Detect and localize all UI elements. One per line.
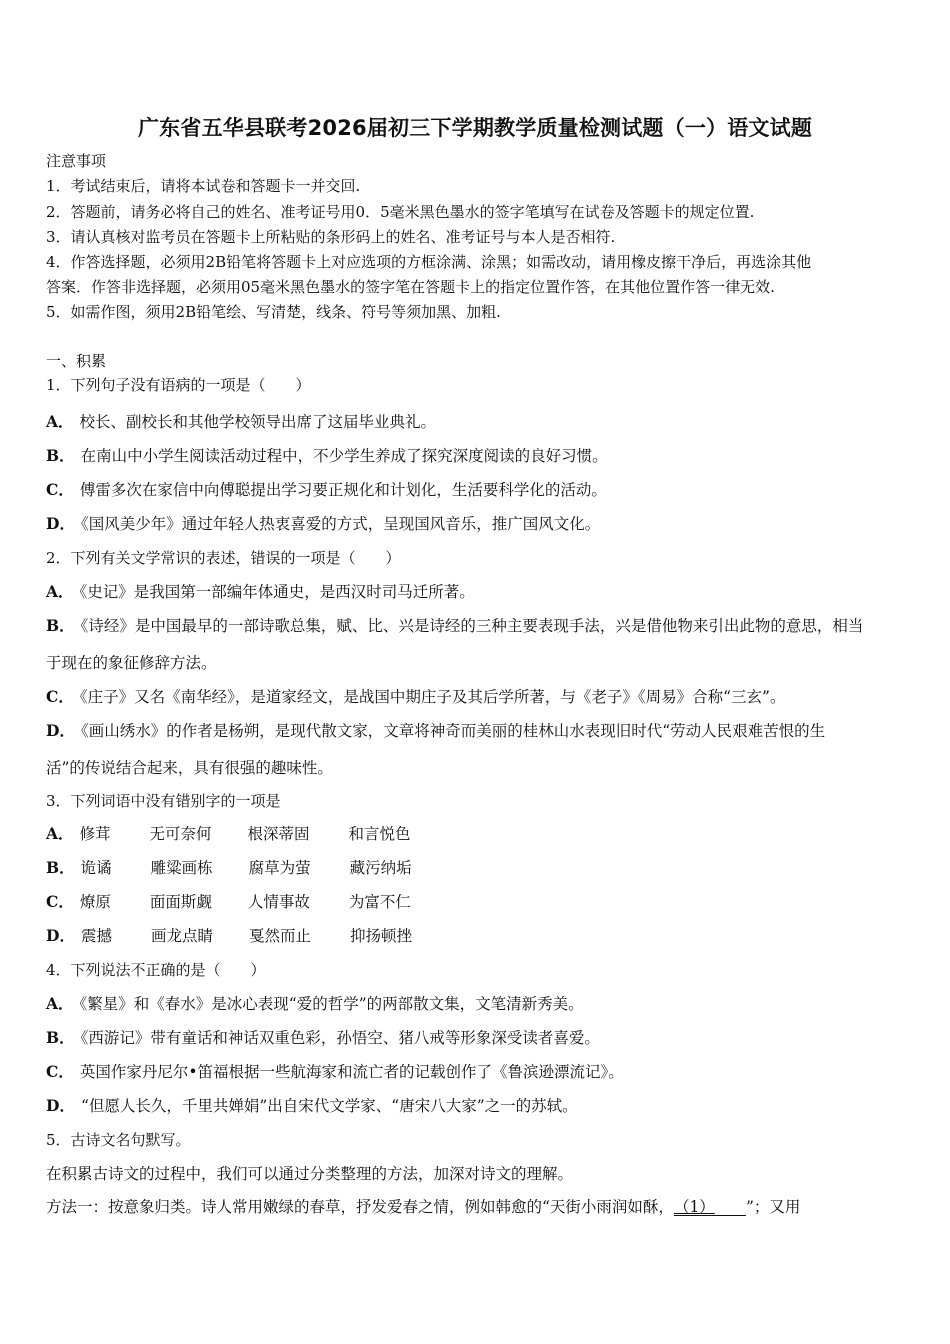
- question-2-option-c: [46, 688, 785, 706]
- option-word: 为富不仁: [348, 893, 411, 911]
- question-4-option-b: [46, 1029, 600, 1047]
- option-word: 和言悦色: [348, 825, 411, 843]
- option-label: A．: [46, 412, 74, 431]
- question-5-method-1: [46, 1198, 800, 1216]
- question-3-stem: 3．下列词语中没有错别字的一项是: [46, 792, 281, 810]
- option-label: A．: [46, 582, 74, 601]
- option-word: 修茸: [79, 825, 111, 843]
- question-2-option-b-cont: 于现在的象征修辞方法。: [46, 654, 217, 672]
- option-text: 《画山绣水》的作者是杨朔，是现代散文家，文章将神奇而美丽的桂林山水表现旧时代“劳动人民艰难苦恨的生: [80, 722, 826, 740]
- notice-item-4: 4．作答选择题，必须用2B铅笔将答题卡上对应选项的方框涂满、涂黑；如需改动，请用橡皮擦干净后，再选涂其他: [46, 253, 812, 271]
- option-label: D．: [46, 926, 75, 945]
- option-text: 《国风美少年》通过年轻人热衷喜爱的方式，呈现国风音乐，推广国风文化。: [80, 515, 601, 533]
- option-word: 藏污纳垢: [349, 859, 412, 877]
- question-1-option-a: [46, 413, 436, 431]
- option-label: B．: [46, 616, 75, 635]
- option-label: B．: [46, 858, 75, 877]
- option-label: B．: [46, 1028, 75, 1047]
- option-label: D．: [46, 721, 75, 740]
- method-text: 方法一：按意象归类。诗人常用嫩绿的春草，抒发爱春之情，例如韩愈的“天街小雨润如酥，: [46, 1198, 674, 1216]
- answer-blank-1[interactable]: [674, 1200, 746, 1216]
- option-label: B．: [46, 446, 75, 465]
- option-word: 画龙点睛: [150, 927, 213, 945]
- method-tail: ”；又用: [745, 1198, 801, 1216]
- option-label: D．: [46, 1096, 75, 1115]
- option-text: 英国作家丹尼尔•笛福根据一些航海家和流亡者的记载创作了《鲁滨逊漂流记》。: [79, 1063, 624, 1081]
- option-word: 面面斯觑: [149, 893, 212, 911]
- question-3-option-d: [46, 927, 412, 945]
- option-text: 在南山中小学生阅读活动过程中，不少学生养成了探究深度阅读的良好习惯。: [80, 447, 608, 465]
- option-text: 《诗经》是中国最早的一部诗歌总集，赋、比、兴是诗经的三种主要表现手法，兴是借他物来引出此物的意思，相当: [80, 617, 864, 635]
- option-text: 校长、副校长和其他学校领导出席了这届毕业典礼。: [79, 413, 437, 431]
- option-word: 抑扬顿挫: [349, 927, 412, 945]
- option-word: 戛然而止: [248, 927, 311, 945]
- blank-number: （1）: [673, 1198, 715, 1216]
- option-word: 诡谲: [80, 859, 112, 877]
- option-label: C．: [46, 480, 74, 499]
- option-word: 雕粱画栋: [150, 859, 213, 877]
- option-word: 人情事故: [247, 893, 310, 911]
- option-word: 根深蒂固: [247, 825, 310, 843]
- option-word: 震撼: [80, 927, 112, 945]
- section-heading: 一、积累: [46, 352, 107, 370]
- option-text: 《史记》是我国第一部编年体通史，是西汉时司马迁所著。: [79, 583, 475, 601]
- notice-item-5: 5．如需作图，须用2B铅笔绘、写清楚，线条、符号等须加黑、加粗.: [46, 303, 501, 321]
- question-2-option-a: [46, 583, 475, 601]
- question-2-option-d-cont: 活”的传说结合起来，具有很强的趣味性。: [46, 759, 333, 777]
- option-text: “但愿人长久，千里共婵娟”出自宋代文学家、“唐宋八大家”之一的苏轼。: [80, 1097, 578, 1115]
- exam-title: 广东省五华县联考2026届初三下学期教学质量检测试题（一）语文试题: [137, 116, 813, 140]
- option-text: 《繁星》和《春水》是冰心表现“爱的哲学”的两部散文集，文笔清新秀美。: [79, 995, 584, 1013]
- notice-item-2: 2．答题前，请务必将自己的姓名、准考证号用0．5毫米黑色墨水的签字笔填写在试卷及答题卡的规定位置.: [46, 203, 755, 221]
- option-label: A．: [46, 994, 74, 1013]
- question-2-option-b: [46, 617, 863, 635]
- option-label: C．: [46, 1062, 74, 1081]
- question-4-option-d: [46, 1097, 578, 1115]
- question-2-option-d: [46, 722, 825, 740]
- question-2-stem: 2．下列有关文学常识的表述，错误的一项是（ ）: [46, 549, 401, 567]
- question-1-option-b: [46, 447, 608, 465]
- question-1-option-d: [46, 515, 600, 533]
- option-label: C．: [46, 687, 74, 706]
- option-word: 无可奈何: [149, 825, 212, 843]
- option-label: D．: [46, 514, 75, 533]
- question-4-option-c: [46, 1063, 624, 1081]
- notice-item-3: 3．请认真核对监考员在答题卡上所粘贴的条形码上的姓名、准考证号与本人是否相符.: [46, 228, 616, 246]
- option-text: 《西游记》带有童话和神话双重色彩，孙悟空、猪八戒等形象深受读者喜爱。: [80, 1029, 600, 1047]
- option-word: 燎原: [79, 893, 111, 911]
- question-1-stem: 1．下列句子没有语病的一项是（ ）: [46, 376, 311, 394]
- question-3-option-a: [46, 825, 411, 843]
- question-4-stem: 4．下列说法不正确的是（ ）: [46, 961, 266, 979]
- notice-heading: 注意事项: [46, 152, 107, 170]
- option-text: 傅雷多次在家信中向傅聪提出学习要正规化和计划化，生活要科学化的活动。: [79, 481, 607, 499]
- option-word: 腐草为萤: [248, 859, 311, 877]
- notice-item-1: 1．考试结束后，请将本试卷和答题卡一并交回.: [46, 177, 361, 195]
- question-4-option-a: [46, 995, 584, 1013]
- question-5-stem: 5．古诗文名句默写。: [46, 1131, 191, 1149]
- option-label: A．: [46, 824, 74, 843]
- question-3-option-c: [46, 893, 411, 911]
- option-text: 《庄子》又名《南华经》，是道家经文，是战国中期庄子及其后学所著，与《老子》《周易》合称“三玄”。: [79, 688, 786, 706]
- question-1-option-c: [46, 481, 607, 499]
- notice-item-4-cont: 答案．作答非选择题，必须用05毫米黑色墨水的签字笔在答题卡上的指定位置作答，在其他位置作答一律无效.: [46, 278, 775, 296]
- question-5-intro: 在积累古诗文的过程中，我们可以通过分类整理的方法，加深对诗文的理解。: [46, 1165, 574, 1183]
- option-label: C．: [46, 892, 74, 911]
- question-3-option-b: [46, 859, 412, 877]
